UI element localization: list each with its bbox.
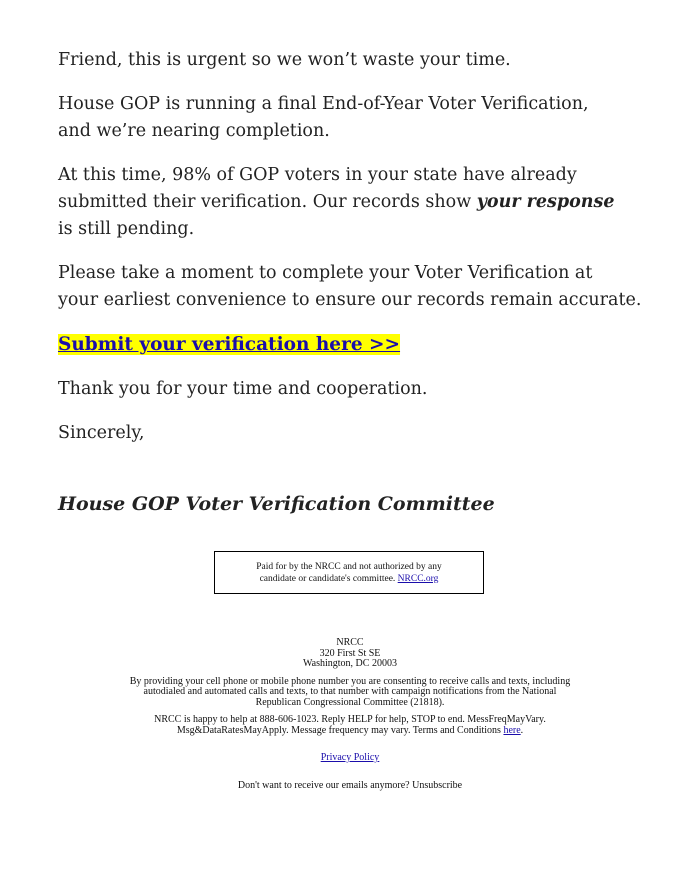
text-line: and we’re nearing completion.: [58, 121, 330, 141]
privacy-row: [10, 753, 690, 764]
consent-line: By providing your cell phone or mobile phone number you are consenting to receive calls and texts, including: [129, 675, 571, 687]
unsubscribe-link[interactable]: Unsubscribe: [412, 779, 463, 791]
text-span: submitted their verification. Our records show: [58, 192, 477, 212]
consent-line: autodialed and automated calls and texts, to that number with campaign notifications from the National: [143, 686, 557, 697]
disclaimer-line: Paid for by the NRCC and not authorized by any: [256, 562, 442, 572]
submit-verification-link[interactable]: Submit your verification here >>: [58, 334, 401, 355]
emphasis-text: your response: [476, 192, 615, 212]
email-body: [58, 47, 678, 535]
text-line: Please take a moment to complete your Voter Verification at: [58, 263, 593, 283]
consent-text: [10, 677, 690, 709]
text-line: is still pending.: [58, 219, 195, 239]
text-line: At this time, 98% of GOP voters in your state have already: [58, 165, 577, 185]
street-address: 320 First St SE: [319, 647, 381, 659]
status-paragraph: [58, 162, 678, 243]
consent-line: Republican Congressional Committee (21818).: [255, 696, 445, 708]
disclaimer-text: candidate or candidate's committee.: [259, 574, 398, 584]
request-paragraph: [58, 260, 678, 314]
disclaimer-box: [214, 551, 484, 594]
help-line: NRCC is happy to help at 888-606-1023. Reply HELP for help, STOP to end. MessFreqMayVary.: [154, 714, 546, 725]
nrcc-link[interactable]: NRCC.org: [397, 574, 439, 584]
thanks-text: Thank you for your time and cooperation.: [58, 379, 428, 399]
terms-link[interactable]: here: [503, 724, 521, 736]
org-name: NRCC: [336, 637, 364, 648]
text-line: your earliest convenience to ensure our records remain accurate.: [58, 290, 642, 310]
help-text: [10, 715, 690, 736]
closing-text: Sincerely,: [58, 423, 145, 443]
footer: [10, 638, 690, 798]
unsubscribe-row: [10, 781, 690, 792]
signature: House GOP Voter Verification Committee: [58, 493, 495, 515]
text-line: House GOP is running a final End-of-Year Voter Verification,: [58, 94, 589, 114]
help-line: Msg&DataRatesMayApply. Message frequency may vary. Terms and Conditions here.: [176, 724, 524, 736]
disclaimer-line: [215, 573, 483, 585]
greeting-paragraph: Friend, this is urgent so we won’t waste your time.: [58, 50, 511, 70]
text-line: [58, 189, 678, 216]
unsubscribe-prompt: Don't want to receive our emails anymore?: [237, 779, 413, 791]
intro-paragraph: [58, 91, 678, 145]
address-block: [10, 638, 690, 670]
privacy-policy-link[interactable]: Privacy Policy: [320, 752, 380, 763]
help-text-span: Msg&DataRatesMayApply. Message frequency may vary. Terms and Conditions: [176, 724, 504, 736]
city-address: Washington, DC 20003: [303, 658, 397, 669]
